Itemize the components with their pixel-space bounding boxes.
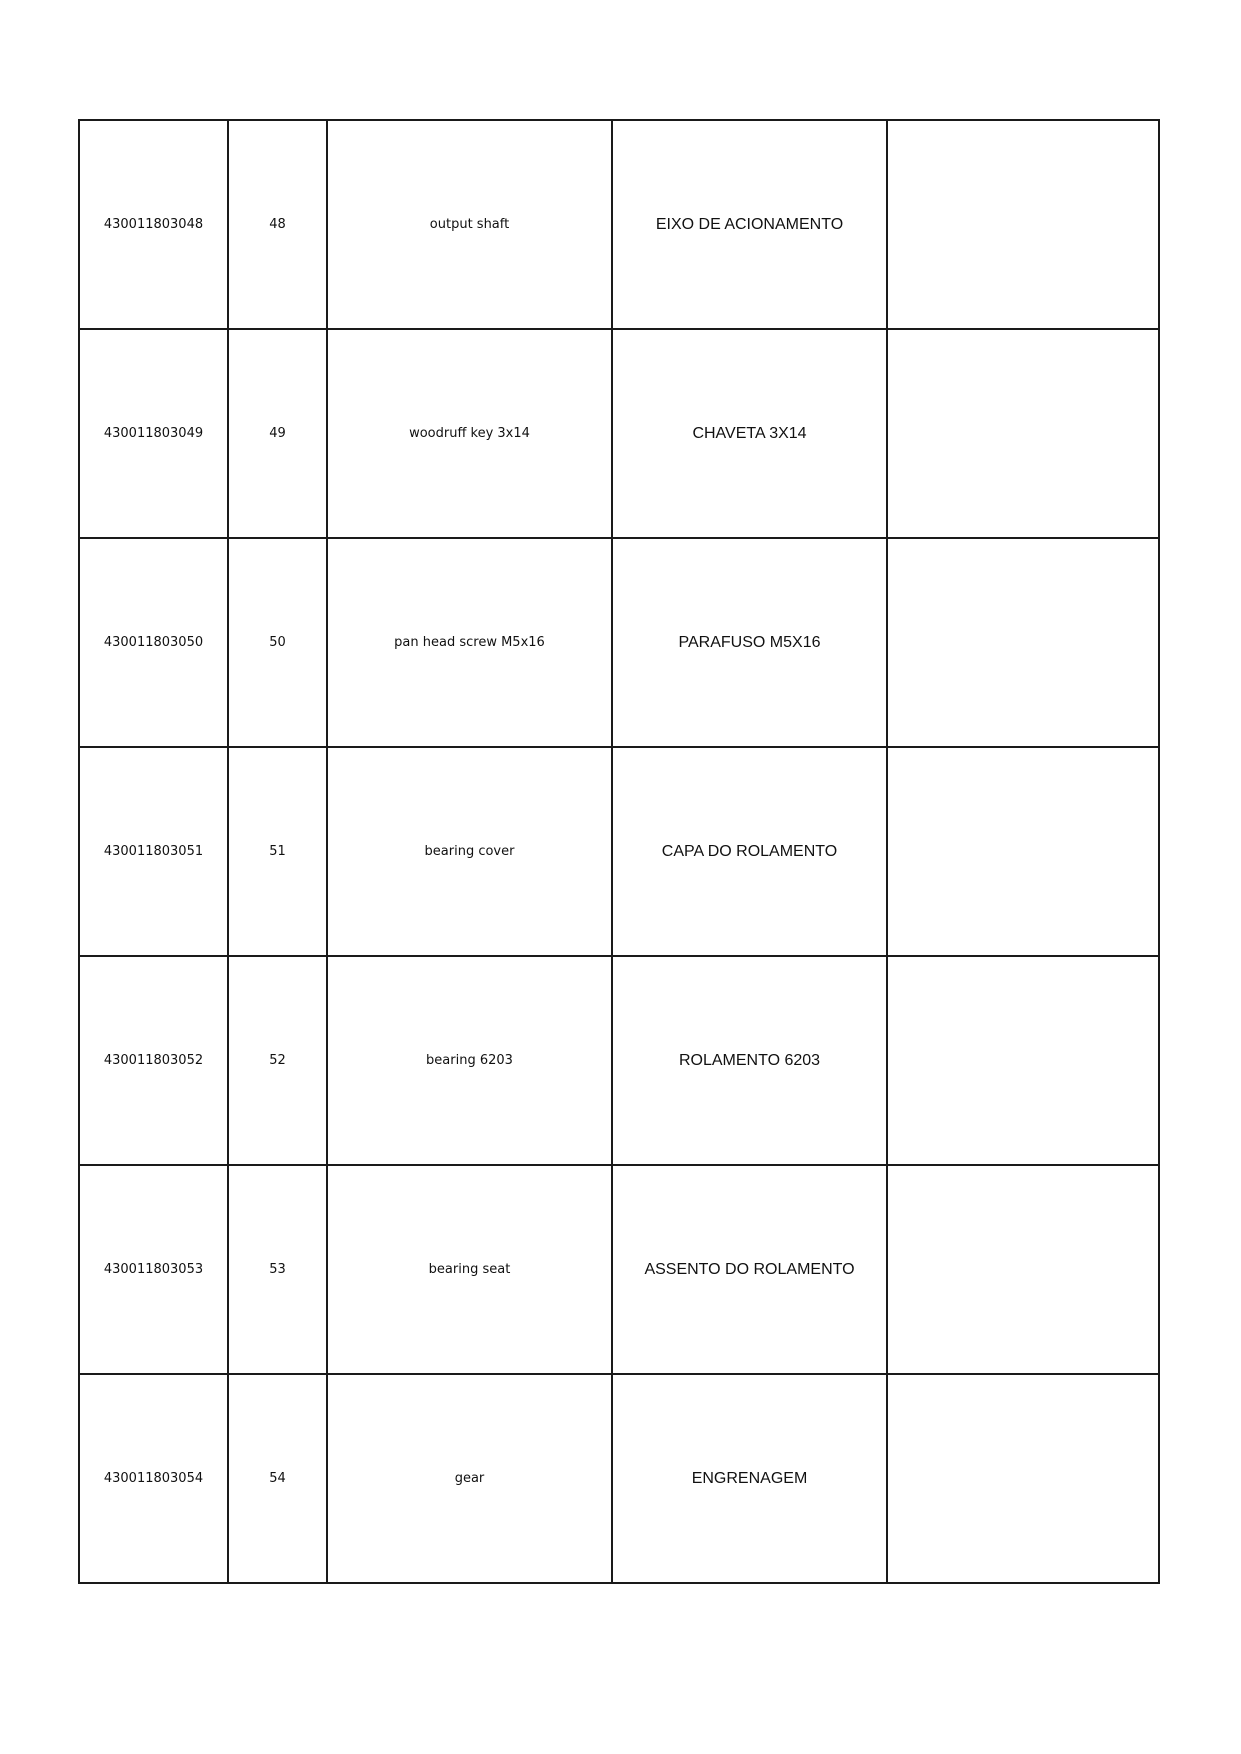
portuguese-description-cell: ROLAMENTO 6203 [612,956,887,1165]
part-code-cell: 430011803051 [79,747,228,956]
empty-cell [887,120,1159,329]
part-code-cell: 430011803054 [79,1374,228,1583]
position-number-cell: 49 [228,329,327,538]
table-row [79,120,1159,329]
english-description-cell: gear [327,1374,612,1583]
table-row [79,956,1159,1165]
english-description-cell: woodruff key 3x14 [327,329,612,538]
empty-cell [887,1165,1159,1374]
portuguese-description-cell: ASSENTO DO ROLAMENTO [612,1165,887,1374]
position-number-cell: 52 [228,956,327,1165]
position-number-cell: 48 [228,120,327,329]
position-number-cell: 51 [228,747,327,956]
position-number-cell: 53 [228,1165,327,1374]
part-code-cell: 430011803053 [79,1165,228,1374]
empty-cell [887,956,1159,1165]
portuguese-description-cell: ENGRENAGEM [612,1374,887,1583]
part-code-cell: 430011803052 [79,956,228,1165]
portuguese-description-cell: CHAVETA 3X14 [612,329,887,538]
empty-cell [887,747,1159,956]
english-description-cell: output shaft [327,120,612,329]
portuguese-description-cell: CAPA DO ROLAMENTO [612,747,887,956]
parts-table [78,119,1160,1584]
position-number-cell: 54 [228,1374,327,1583]
part-code-cell: 430011803049 [79,329,228,538]
portuguese-description-cell: PARAFUSO M5X16 [612,538,887,747]
part-code-cell: 430011803048 [79,120,228,329]
english-description-cell: bearing cover [327,747,612,956]
empty-cell [887,329,1159,538]
table-row [79,1165,1159,1374]
english-description-cell: pan head screw M5x16 [327,538,612,747]
table-row [79,329,1159,538]
table-row [79,538,1159,747]
table-row [79,747,1159,956]
english-description-cell: bearing 6203 [327,956,612,1165]
part-code-cell: 430011803050 [79,538,228,747]
position-number-cell: 50 [228,538,327,747]
table-row [79,1374,1159,1583]
english-description-cell: bearing seat [327,1165,612,1374]
empty-cell [887,1374,1159,1583]
empty-cell [887,538,1159,747]
portuguese-description-cell: EIXO DE ACIONAMENTO [612,120,887,329]
